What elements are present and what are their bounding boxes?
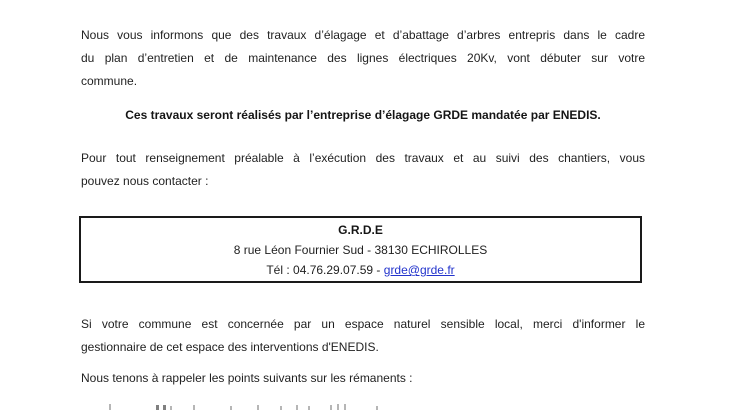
company-address: 8 rue Léon Fournier Sud - 38130 ECHIROLLES — [233, 243, 488, 257]
text-line: Nous vous informons que des travaux d’élagage et d’abattage d’arbres entrepris dans le cadre — [81, 28, 645, 42]
text-line: du plan d’entretien et de maintenance des lignes électriques 20Kv, vont débuter sur votre — [81, 51, 645, 65]
letter-top-mark — [344, 404, 346, 410]
letter-top-mark — [376, 406, 378, 410]
company-name: G.R.D.E — [338, 223, 383, 237]
text-line: Pour tout renseignement préalable à l’exécution des travaux et au suivi des chantiers, vous — [81, 151, 645, 165]
letter-top-mark — [330, 405, 332, 410]
email-link[interactable]: grde@grde.fr — [383, 263, 455, 277]
letter-top-mark — [308, 406, 310, 410]
paragraph-remanents: Nous tenons à rappeler les points suivants sur les rémanents : — [81, 371, 413, 385]
text-line: Si votre commune est concernée par un espace naturel sensible local, merci d'informer le — [81, 317, 645, 331]
contact-box — [79, 216, 642, 283]
text-line: gestionnaire de cet espace des interventions d'ENEDIS. — [81, 340, 379, 354]
letter-top-mark — [280, 406, 282, 410]
paragraph-bold-statement: Ces travaux seront réalisés par l’entreprise d’élagage GRDE mandatée par ENEDIS. — [125, 108, 601, 122]
letter-top-mark — [193, 405, 195, 410]
paragraph-contact-info — [81, 147, 645, 193]
company-phone-line — [91, 260, 630, 280]
letter-top-mark — [163, 405, 166, 410]
letter-top-mark — [257, 405, 259, 410]
phone-number: Tél : 04.76.29.07.59 - — [266, 263, 384, 277]
text-line: commune. — [81, 74, 138, 88]
letter-top-mark — [230, 406, 232, 410]
clipped-text-line — [0, 401, 730, 410]
paragraph-espace-naturel — [81, 313, 645, 359]
letter-top-mark — [156, 405, 159, 410]
text-line: pouvez nous contacter : — [81, 174, 209, 188]
letter-top-mark — [337, 404, 339, 410]
paragraph-intro — [81, 24, 645, 93]
letter-top-mark — [296, 405, 298, 410]
letter-top-mark — [109, 404, 111, 410]
letter-top-mark — [170, 406, 172, 410]
